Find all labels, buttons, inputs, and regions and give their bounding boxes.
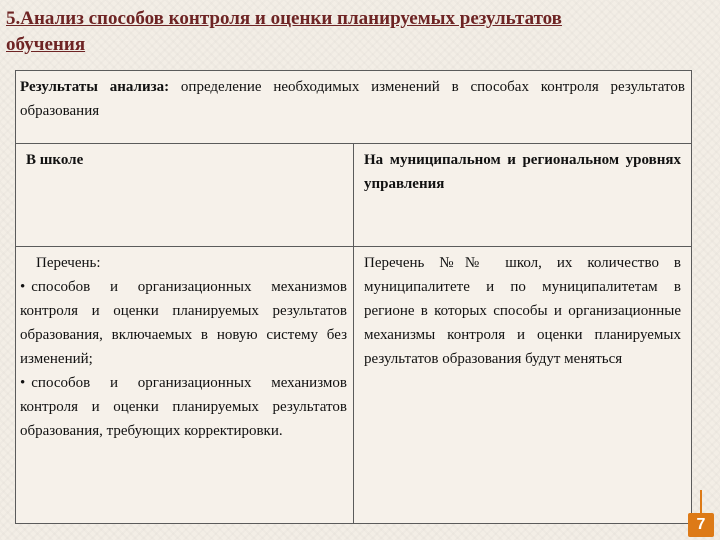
- analysis-table: [15, 70, 692, 524]
- page-marker-line: [700, 490, 702, 513]
- bullet-dot-icon: •: [20, 279, 26, 295]
- col-region-body-text: Перечень №№ школ, их количество в муниципалитете и по муниципалитетам в регионе в которых способы и организационные механизмы контроля и оценки планируемых результатов образования будут меняться: [364, 255, 681, 367]
- bullet-dot-icon: •: [20, 375, 26, 391]
- slide-title-line-2: обучения: [6, 34, 86, 55]
- col-region-heading: [354, 144, 692, 247]
- slide-title: [6, 6, 720, 58]
- col-school-heading: [16, 144, 354, 247]
- page-number-badge: 7: [688, 513, 714, 537]
- header-text: определение необходимых изменений в способах контроля результатов образования: [20, 79, 686, 119]
- col-school-heading-text: В школе: [26, 152, 84, 168]
- header-bold-label: Результаты анализа:: [20, 79, 170, 95]
- table-body-row: [16, 247, 692, 524]
- table-header-cell: [16, 71, 692, 144]
- table-header-row: [16, 71, 692, 144]
- col-region-body: [354, 247, 692, 524]
- list-item-text: способов и организационных механизмов контроля и оценки планируемых результатов образования, требующих корректировки.: [20, 375, 347, 439]
- col-school-body: [16, 247, 354, 524]
- table-heading-row: [16, 144, 692, 247]
- slide-title-line-1: 5.Анализ способов контроля и оценки планируемых результатов: [6, 8, 562, 29]
- col-region-heading-text: На муниципальном и региональном уровнях управления: [364, 152, 681, 192]
- list-intro: Перечень:: [36, 255, 101, 271]
- list-item: [20, 371, 347, 443]
- list-item: [20, 275, 347, 371]
- list-item-text: способов и организационных механизмов контроля и оценки планируемых результатов образования, включаемых в новую систему без изменений;: [20, 279, 347, 367]
